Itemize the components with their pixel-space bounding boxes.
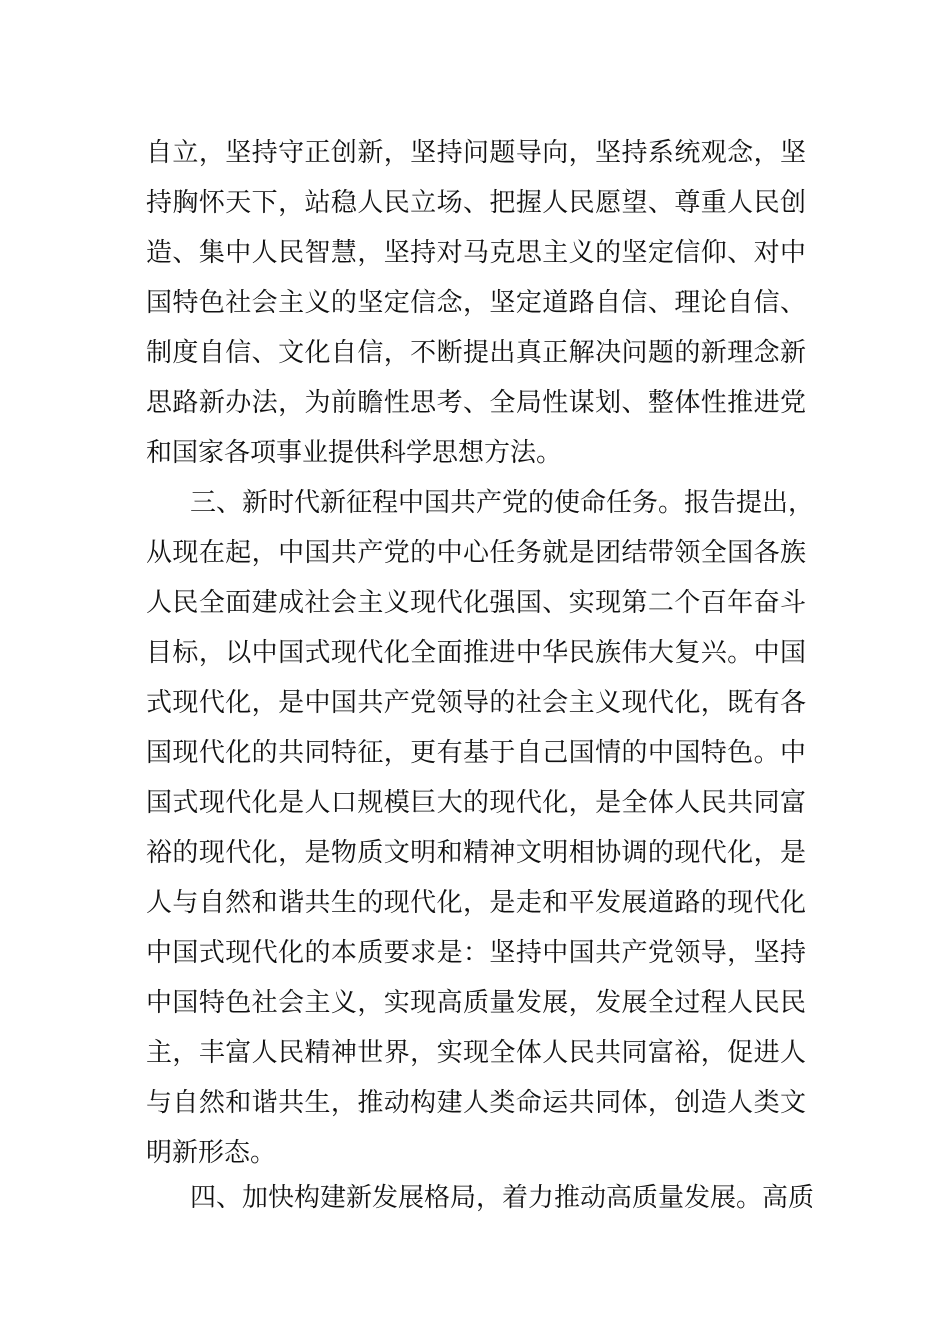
text-line: 从现在起，中国共产党的中心任务就是团结带领全国各族 xyxy=(146,538,806,568)
text-line: 目标，以中国式现代化全面推进中华民族伟大复兴。中国 xyxy=(146,638,806,668)
text-line: 国特色社会主义的坚定信念，坚定道路自信、理论自信、 xyxy=(146,288,806,318)
paragraph-section-four xyxy=(146,1173,815,1223)
paragraph-section-three xyxy=(146,478,815,1178)
text-line: 造、集中人民智慧，坚持对马克思主义的坚定信仰、对中 xyxy=(146,238,806,268)
text-line: 和国家各项事业提供科学思想方法。 xyxy=(146,438,563,468)
text-line: 人民全面建成社会主义现代化强国、实现第二个百年奋斗 xyxy=(146,588,806,618)
text-line: 式现代化，是中国共产党领导的社会主义现代化，既有各 xyxy=(146,688,806,718)
text-line: 主，丰富人民精神世界，实现全体人民共同富裕，促进人 xyxy=(146,1038,806,1068)
text-line: 明新形态。 xyxy=(146,1138,277,1168)
text-line: 国式现代化是人口规模巨大的现代化，是全体人民共同富 xyxy=(146,788,806,818)
text-line: 裕的现代化，是物质文明和精神文明相协调的现代化，是 xyxy=(146,838,806,868)
text-line: 三、新时代新征程中国共产党的使命任务。报告提出， xyxy=(190,488,815,518)
text-line: 国现代化的共同特征，更有基于自己国情的中国特色。中 xyxy=(146,738,806,768)
paragraph-continuation xyxy=(146,128,806,478)
text-line: 与自然和谐共生，推动构建人类命运共同体，创造人类文 xyxy=(146,1088,806,1118)
text-line: 中国式现代化的本质要求是：坚持中国共产党领导，坚持 xyxy=(146,938,806,968)
text-line: 制度自信、文化自信，不断提出真正解决问题的新理念新 xyxy=(146,338,806,368)
text-line: 中国特色社会主义，实现高质量发展，发展全过程人民民 xyxy=(146,988,806,1018)
text-line: 四、加快构建新发展格局，着力推动高质量发展。高质 xyxy=(190,1183,815,1213)
text-line: 思路新办法，为前瞻性思考、全局性谋划、整体性推进党 xyxy=(146,388,806,418)
text-line: 持胸怀天下，站稳人民立场、把握人民愿望、尊重人民创 xyxy=(146,188,806,218)
text-line: 自立，坚持守正创新，坚持问题导向，坚持系统观念，坚 xyxy=(146,138,806,168)
text-line: 人与自然和谐共生的现代化，是走和平发展道路的现代化 xyxy=(146,888,806,918)
